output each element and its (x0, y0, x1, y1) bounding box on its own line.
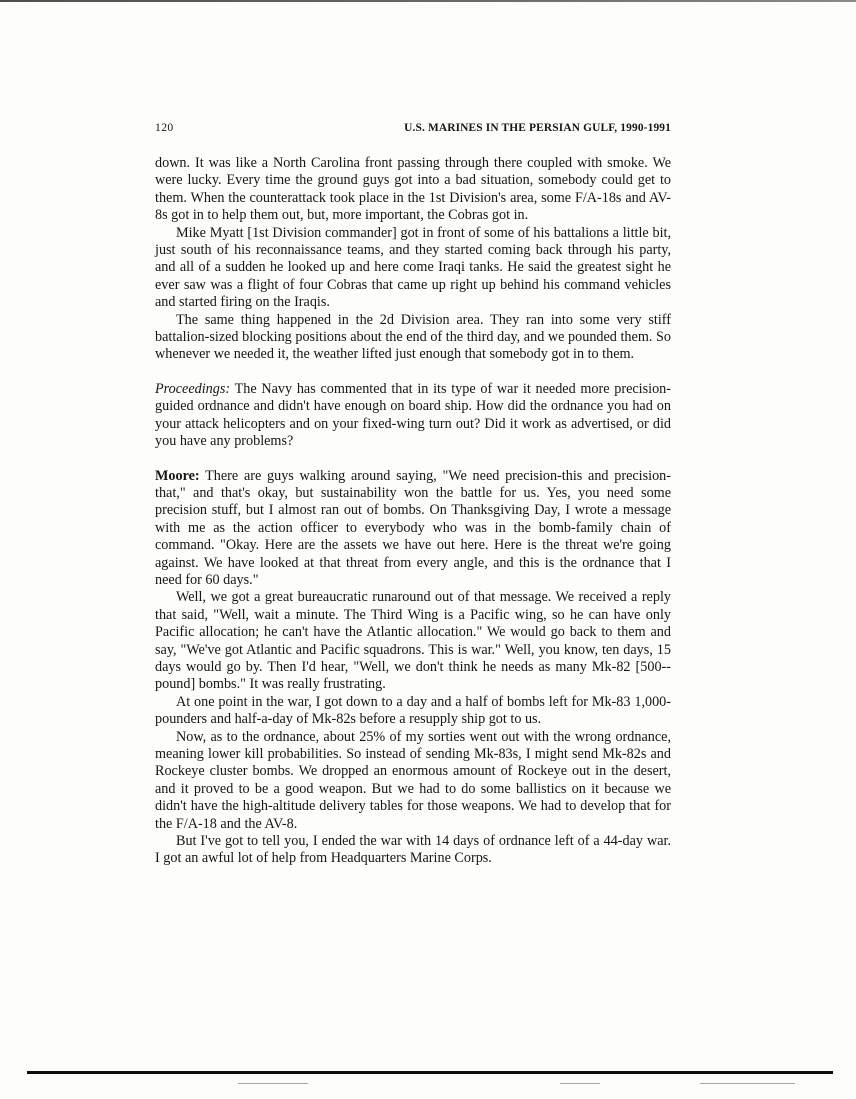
paragraph-proceedings-question (155, 381, 671, 451)
paragraph-text: There are guys walking around saying, "We need precision-this and precision-that," and that's okay, but sustainability won the battle for us. Yes, you need some precision stuff, but I almost ran out of bombs. On Thanksgiving Day, I wrote a message with me as the action officer to everybody who was in the bomb-family chain of command. "Okay. Here are the assets we have out here. Here is the threat we're going against. We have looked at that threat from every angle, and this is the ordnance that I need for 60 days." (155, 467, 671, 588)
paragraph-moore-answer (155, 468, 671, 590)
body-text (155, 155, 671, 868)
scan-dash-artifact (560, 1083, 600, 1084)
paragraph-2d-division: The same thing happened in the 2d Division area. They ran into some very stiff battalion-sized blocking positions about the end of the third day, and we pounded them. So whenever we needed it, the weather lifted just enough that somebody got in to them. (155, 311, 671, 363)
text-column (155, 121, 671, 868)
running-header (155, 121, 671, 134)
paragraph-bureaucratic-runaround: Well, we got a great bureaucratic runaround out of that message. We received a reply that said, "Well, wait a minute. The Third Wing is a Pacific wing, so he can have only Pacific allocation; he can't have the Atlantic allocation." We would go back to them and say, "We've got Atlantic and Pacific squadrons. This is war." Well, you know, ten days, 15 days would go by. Then I'd hear, "Well, we don't think he needs as many Mk-82 [500--pound] bombs." It was really frustrating. (155, 589, 671, 693)
page-number: 120 (155, 121, 174, 134)
running-title: U.S. MARINES IN THE PERSIAN GULF, 1990-1991 (404, 122, 671, 134)
paragraph-end-of-war: But I've got to tell you, I ended the war with 14 days of ordnance left of a 44-day war. I got an awful lot of help from Headquarters Marine Corps. (155, 833, 671, 867)
scan-dash-artifact (238, 1083, 308, 1084)
paragraph-continuation: down. It was like a North Carolina front passing through there coupled with smoke. We were lucky. Every time the ground guys got into a bad situation, somebody could get to them. When the counterattack took place in the 1st Division's area, some F/A-18s and AV-8s got in to help them out, but, more important, the Cobras got in. (155, 155, 671, 224)
scan-top-edge-artifact (0, 0, 856, 2)
speaker-proceedings-label: Proceedings: (155, 380, 231, 397)
speaker-moore-label: Moore: (155, 467, 200, 484)
paragraph-wrong-ordnance: Now, as to the ordnance, about 25% of my sorties went out with the wrong ordnance, meaning lower kill probabilities. So instead of sending Mk-83s, I might send Mk-82s and Rockeye cluster bombs. We dropped an enormous amount of Rockeye out in the desert, and it proved to be a good weapon. But we had to do some ballistics on it because we didn't have the high-altitude delivery tables for those weapons. We had to develop that for the F/A-18 and the AV-8. (155, 728, 671, 832)
scan-bottom-rule-artifact (27, 1071, 833, 1074)
paragraph-text: The Navy has commented that in its type of war it needed more precision-guided ordnance and didn't have enough on board ship. How did the ordnance you had on your attack helicopters and on your fixed-wing turn out? Did it work as advertised, or did you have any problems? (155, 380, 671, 450)
scan-dash-artifact (700, 1083, 795, 1084)
paragraph-myatt-anecdote: Mike Myatt [1st Division commander] got in front of some of his battalions a little bit, just south of his reconnaissance teams, and they started coming back through his party, and all of a sudden he looked up and here come Iraqi tanks. He said the greatest sight he ever saw was a flight of four Cobras that came up right up behind his command vehicles and started firing on the Iraqis. (155, 224, 671, 311)
paragraph-bombs-remaining: At one point in the war, I got down to a day and a half of bombs left for Mk-83 1,000-pounders and half-a-day of Mk-82s before a resupply ship got to us. (155, 693, 671, 728)
